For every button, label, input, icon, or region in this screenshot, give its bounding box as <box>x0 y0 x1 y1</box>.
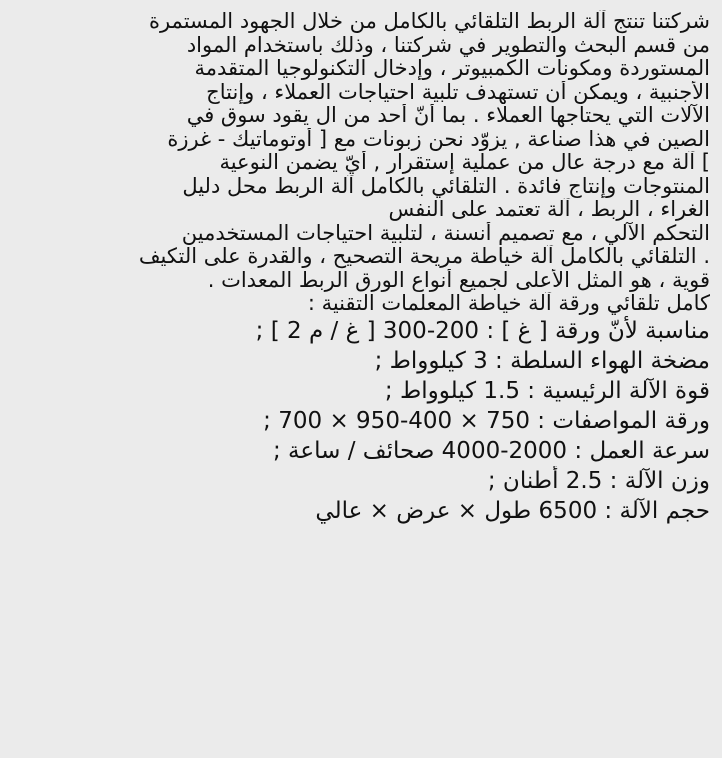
spec-list <box>8 316 710 526</box>
paragraph-line: من قسم البحث والتطوير في شركتنا ، وذلك باستخدام المواد <box>186 33 710 57</box>
paragraph-line: ] آلة مع درجة عال من عملية إستقرار , أيّ يضمن النوعية <box>219 151 710 174</box>
paragraph-line: الآلات التي يحتاجها العملاء . بما أنّ أحد من ال يقود سوق في <box>186 104 710 127</box>
paragraph-line: المستوردة ومكونات الكمبيوتر ، وإدخال التكنولوجيا المتقدمة <box>194 57 710 80</box>
paragraph-line: المنتوجات وإنتاج فائدة . التلقائي بالكامل آلة الربط محل دليل <box>182 174 710 198</box>
spec-line: مضخة الهواء السلطة : 3 كيلوواط ; <box>374 347 710 374</box>
paragraph-line: الأجنبية ، ويمكن أن تستهدف تلبية احتياجات العملاء ، وإنتاج <box>206 80 710 104</box>
spec-line: مناسبة لأنّ ورقة [ غ ] : 200-300 [ غ / م 2 ] ; <box>255 317 710 344</box>
description-paragraph <box>8 10 710 316</box>
spec-line: حجم الآلة : 6500 طول × عرض × عالي <box>315 497 710 524</box>
paragraph-line: شركتنا تنتج آلة الربط التلقائي بالكامل من خلال الجهود المستمرة <box>148 10 710 33</box>
paragraph-line: . التلقائي بالكامل آلة خياطة مريحة التصحيح ، والقدرة على التكيف <box>138 245 710 268</box>
paragraph-line: قوية ، هو المثل الأعلى لجميع أنواع الورق الربط المعدات . <box>207 268 710 292</box>
spec-heading: كامل تلقائي ورقة آلة خياطة المعلمات التقنية : <box>307 292 710 315</box>
spec-line: قوة الآلة الرئيسية : 1.5 كيلوواط ; <box>384 377 710 404</box>
spec-line: سرعة العمل : 2000-4000 صحائف / ساعة ; <box>273 437 710 464</box>
spec-line: وزن الآلة : 2.5 أطنان ; <box>487 467 710 494</box>
paragraph-line: الغراء ، الربط ، آلة تعتمد على النفس <box>388 198 710 221</box>
paragraph-line: الصين في هذا صناعة , يزوّد نحن زبونات مع [ أوتوماتيك - غرزة <box>167 127 710 151</box>
spec-line: ورقة المواصفات : 750 × 400-950 × 700 ; <box>263 407 710 434</box>
paragraph-line: التحكم الآلي ، مع تصميم أنسنة ، لتلبية احتياجات المستخدمين <box>181 221 710 245</box>
